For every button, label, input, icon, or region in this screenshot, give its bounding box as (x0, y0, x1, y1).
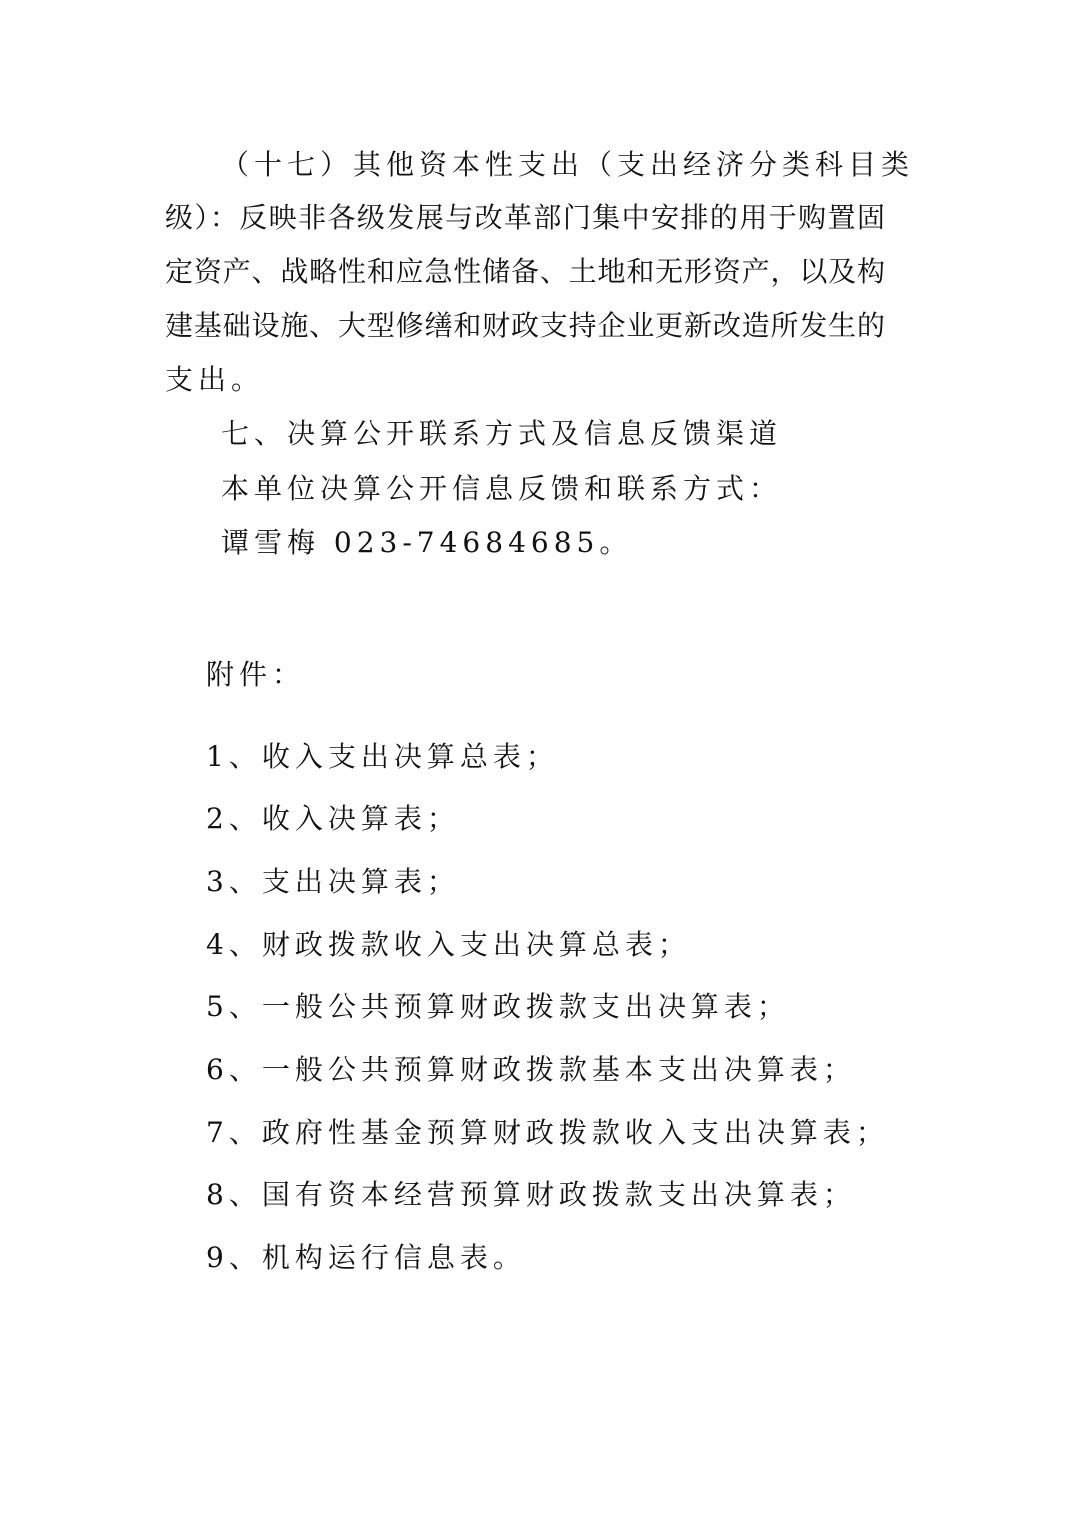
contact-info: 谭雪梅 023-74684685。 (221, 526, 633, 559)
paragraph-line: 支出。 (165, 363, 265, 396)
list-item: 6、一般公共预算财政拨款基本支出决算表； (206, 1053, 856, 1086)
list-item: 2、收入决算表； (206, 802, 460, 835)
list-item: 7、政府性基金预算财政拨款收入支出决算表； (206, 1116, 889, 1149)
list-item: 4、财政拨款收入支出决算总表； (206, 928, 691, 961)
list-item: 3、支出决算表； (206, 865, 460, 898)
paragraph-line: （十七）其他资本性支出（支出经济分类科目类 (221, 148, 915, 181)
list-item: 9、机构运行信息表。 (206, 1241, 526, 1274)
contact-intro: 本单位决算公开信息反馈和联系方式： (221, 472, 783, 505)
paragraph-line: 级）：反映非各级发展与改革部门集中安排的用于购置固 (165, 201, 885, 234)
list-item: 1、收入支出决算总表； (206, 740, 559, 773)
attachments-label: 附件： (206, 658, 306, 691)
list-item: 5、一般公共预算财政拨款支出决算表； (206, 990, 790, 1023)
paragraph-line: 定资产、战略性和应急性储备、土地和无形资产，以及构 (165, 255, 885, 288)
list-item: 8、国有资本经营预算财政拨款支出决算表； (206, 1178, 856, 1211)
paragraph-line: 建基础设施、大型修缮和财政支持企业更新改造所发生的 (165, 309, 885, 342)
section-heading: 七、决算公开联系方式及信息反馈渠道 (221, 417, 783, 450)
